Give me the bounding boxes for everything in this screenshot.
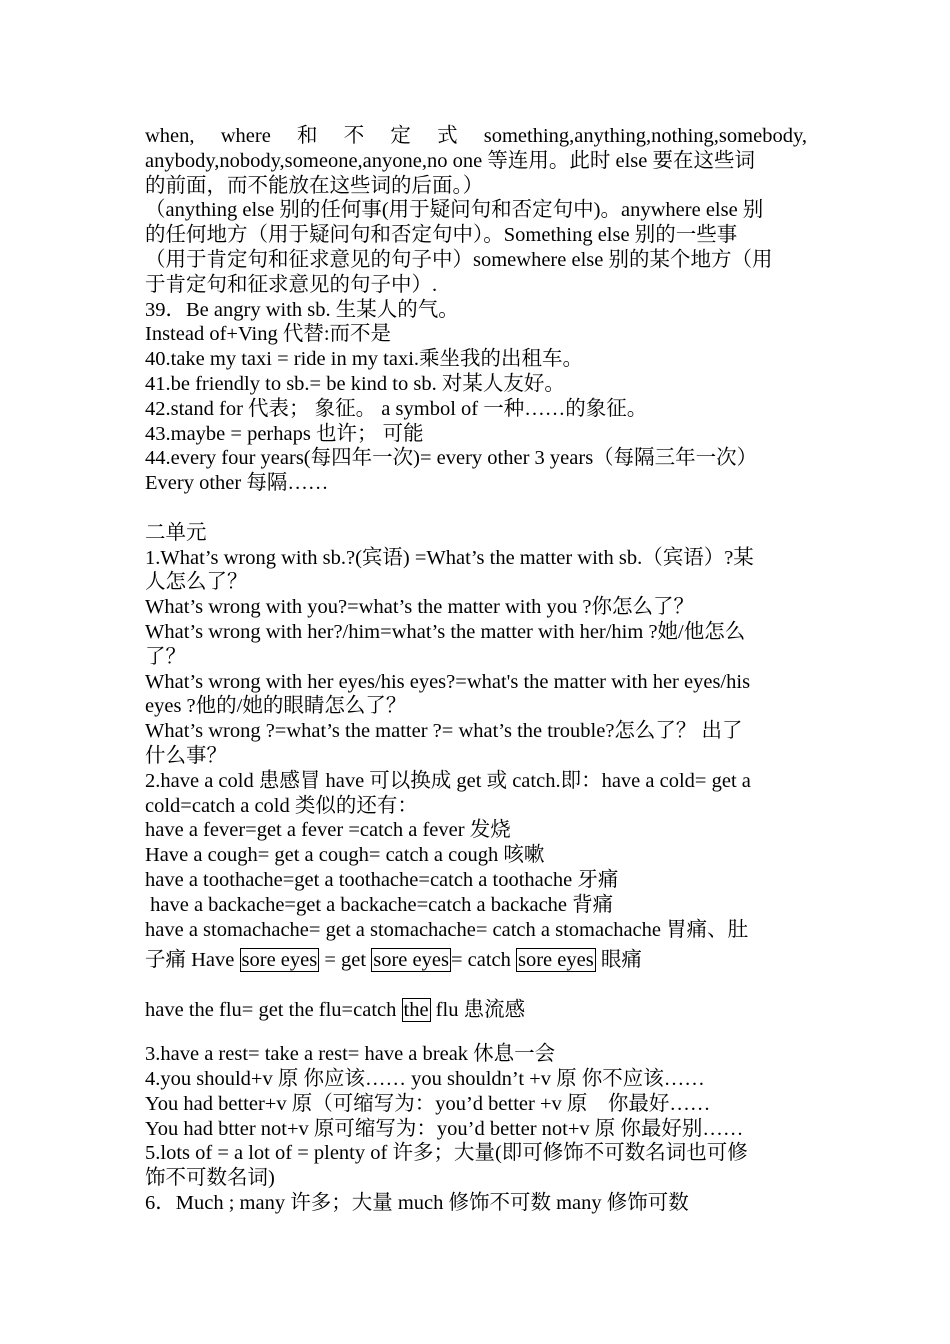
word: when, bbox=[145, 125, 195, 147]
text-line: （用于肯定句和征求意见的句子中）somewhere else 别的某个地方（用 bbox=[145, 248, 773, 271]
text-run: = catch bbox=[450, 949, 516, 972]
text-line: have a toothache=get a toothache=catch a toothache 牙痛 bbox=[145, 868, 619, 891]
text-line: have a backache=get a backache=catch a backache 背痛 bbox=[145, 893, 614, 916]
text-line: 40.take my taxi = ride in my taxi.乘坐我的出租车。 bbox=[145, 348, 584, 371]
text-line: 人怎么了？ bbox=[145, 571, 248, 594]
word: 定 bbox=[390, 125, 411, 147]
text-line: 2.have a cold 患感冒 have 可以换成 get 或 catch.即：have a cold= get a bbox=[145, 769, 751, 792]
text-line: cold=catch a cold 类似的还有： bbox=[145, 794, 418, 817]
text-run: have the flu= get the flu=catch bbox=[145, 999, 402, 1022]
text-line: eyes ?他的/她的眼睛怎么了？ bbox=[145, 695, 407, 718]
text-line: have a stomachache= get a stomachache= catch a stomachache 胃痛、肚 bbox=[145, 918, 749, 941]
word: where bbox=[220, 125, 271, 147]
boxed-term: the bbox=[403, 999, 429, 1022]
text-line: What’s wrong ?=what’s the matter ?= what’s the trouble?怎么了？ 出了 bbox=[145, 720, 743, 743]
text-line: What’s wrong with her?/him=what’s the matter with her/him ?她/他怎么 bbox=[145, 620, 746, 643]
document-page bbox=[145, 124, 807, 1216]
text-line: 了？ bbox=[145, 645, 186, 668]
text-line: 4.you should+v 原 你应该…… you shouldn’t +v 原 你不应该…… bbox=[145, 1068, 705, 1091]
boxed-term: sore eyes bbox=[373, 949, 449, 972]
text-line: 于肯定句和征求意见的句子中）. bbox=[145, 273, 438, 296]
text-line: 44.every four years(每四年一次)= every other 3 years（每隔三年一次） bbox=[145, 447, 758, 470]
blank-line bbox=[145, 1028, 807, 1042]
word: something,anything,nothing,somebody, bbox=[483, 125, 807, 147]
boxed-term: sore eyes bbox=[241, 949, 318, 972]
text-line: What’s wrong with you?=what’s the matter with you ?你怎么了？ bbox=[145, 596, 695, 619]
word: 式 bbox=[437, 125, 458, 147]
text-run: = get bbox=[319, 949, 372, 972]
text-line: 的前面，而不能放在这些词的后面。） bbox=[145, 174, 484, 197]
text-line: 39．Be angry with sb. 生某人的气。 bbox=[145, 298, 459, 321]
text-line: 42.stand for 代表； 象征。 a symbol of 一种……的象征。 bbox=[145, 397, 648, 420]
text-line: 什么事？ bbox=[145, 744, 227, 767]
text-line: You had better+v 原（可缩写为：you’d better +v 原 你最好…… bbox=[145, 1092, 711, 1115]
text-run: 眼痛 bbox=[595, 949, 642, 972]
text-line: 1.What’s wrong with sb.?(宾语) =What’s the matter with sb.（宾语）?某 bbox=[145, 546, 754, 569]
blank-line bbox=[145, 978, 807, 992]
text-line: 5.lots of = a lot of = plenty of 许多；大量(即可修饰不可数名词也可修 bbox=[145, 1142, 748, 1165]
text-line: Every other 每隔…… bbox=[145, 472, 329, 495]
text-line: anybody,nobody,someone,anyone,no one 等连用。此时 else 要在这些词 bbox=[145, 149, 755, 172]
text-line: What’s wrong with her eyes/his eyes?=what's the matter with her eyes/his bbox=[145, 670, 751, 693]
text-line: 3.have a rest= take a rest= have a break 休息一会 bbox=[145, 1043, 556, 1066]
text-line: Instead of+Ving 代替:而不是 bbox=[145, 323, 392, 346]
section-heading: 二单元 bbox=[145, 521, 207, 544]
word: 不 bbox=[343, 125, 365, 147]
text-line: 41.be friendly to sb.= be kind to sb. 对某人友好。 bbox=[145, 372, 565, 395]
text-line: 43.maybe = perhaps 也许； 可能 bbox=[145, 422, 424, 445]
text-line: 饰不可数名词) bbox=[145, 1167, 275, 1190]
text-line: Have a cough= get a cough= catch a cough 咳嗽 bbox=[145, 844, 545, 867]
text-line bbox=[145, 124, 807, 149]
text-line: 的任何地方（用于疑问句和否定句中）。Something else 别的一些事 bbox=[145, 224, 738, 247]
boxed-term: sore eyes bbox=[518, 949, 594, 972]
text-line: You had btter not+v 原可缩写为：you’d better not+v 原 你最好别…… bbox=[145, 1117, 744, 1140]
text-line: have a fever=get a fever =catch a fever 发烧 bbox=[145, 819, 511, 842]
word: 和 bbox=[297, 125, 318, 147]
blank-line bbox=[145, 496, 807, 521]
text-line: （anything else 别的任何事(用于疑问句和否定句中)。anywhere else 别 bbox=[145, 199, 764, 222]
text-line-boxed bbox=[145, 992, 807, 1028]
text-run: 子痛 Have bbox=[145, 949, 240, 972]
text-run: flu 患流感 bbox=[430, 999, 526, 1022]
text-line-boxed bbox=[145, 942, 807, 978]
text-line: 6．Much ; many 许多；大量 much 修饰不可数 many 修饰可数 bbox=[145, 1192, 689, 1215]
